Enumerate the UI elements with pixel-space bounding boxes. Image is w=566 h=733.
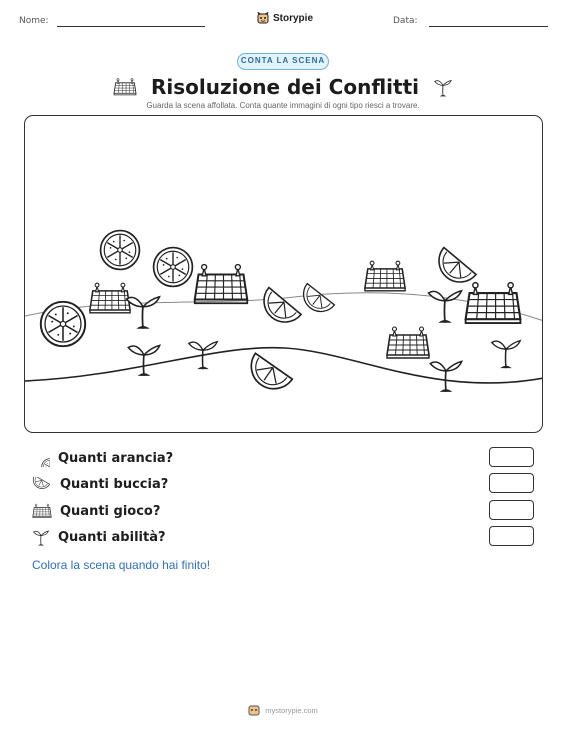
page-subtitle: Guarda la scena affollata. Conta quante immagini di ogni tipo riesci a trovare.	[146, 101, 420, 110]
answer-box-orange[interactable]	[489, 447, 534, 467]
question-game	[32, 501, 160, 521]
sprout-icon	[430, 361, 462, 391]
question-orange	[32, 448, 173, 468]
game-board-icon	[32, 503, 52, 519]
activity-badge: CONTA LA SCENA	[237, 53, 329, 70]
orange-slice-icon	[101, 231, 140, 270]
orange-slice-icon	[41, 302, 85, 346]
brand-logo	[257, 10, 313, 26]
answer-box-peel[interactable]	[489, 473, 534, 493]
sprout-icon	[128, 345, 160, 375]
question-skill	[32, 527, 166, 547]
sprout-icon	[32, 527, 50, 547]
storypie-logo-icon	[248, 704, 260, 716]
orange-peel-icon	[255, 288, 301, 331]
title-row	[0, 72, 566, 102]
question-label: Quanti gioco?	[60, 503, 161, 519]
question-label: Quanti buccia?	[60, 476, 169, 492]
orange-slice-icon	[32, 449, 50, 467]
worksheet-header	[0, 10, 566, 34]
orange-peel-icon	[32, 477, 52, 491]
game-board-icon	[113, 77, 137, 97]
orange-peel-icon	[430, 248, 476, 291]
answer-box-game[interactable]	[489, 500, 534, 520]
sprout-icon	[433, 76, 453, 98]
date-label: Data:	[393, 16, 418, 26]
sprout-icon	[429, 291, 462, 323]
coloring-instruction: Colora la scena quando hai finito!	[32, 558, 211, 572]
name-label: Nome:	[19, 16, 49, 26]
orange-peel-icon	[242, 353, 292, 397]
game-board-icon	[195, 265, 248, 304]
sprout-icon	[127, 297, 160, 329]
orange-slice-icon	[154, 248, 193, 287]
sprout-icon	[189, 342, 218, 370]
question-peel	[32, 474, 168, 494]
page-footer	[0, 704, 566, 716]
game-board-icon	[90, 283, 130, 313]
answer-box-skill[interactable]	[489, 526, 534, 546]
question-label: Quanti arancia?	[58, 450, 174, 466]
game-board-icon	[466, 283, 521, 323]
name-field[interactable]	[57, 26, 205, 27]
sprout-icon	[492, 341, 521, 369]
scene-illustration	[25, 116, 543, 433]
date-field[interactable]	[429, 26, 548, 27]
counting-scene	[24, 115, 543, 433]
page-title: Risoluzione dei Conflitti	[150, 75, 419, 99]
question-label: Quanti abilità?	[58, 529, 166, 545]
brand-name: Storypie	[273, 12, 314, 24]
orange-peel-icon	[297, 284, 335, 319]
game-board-icon	[387, 327, 429, 358]
storypie-logo-icon	[257, 12, 269, 24]
footer-url[interactable]: mystorypie.com	[265, 705, 318, 715]
game-board-icon	[365, 261, 405, 291]
